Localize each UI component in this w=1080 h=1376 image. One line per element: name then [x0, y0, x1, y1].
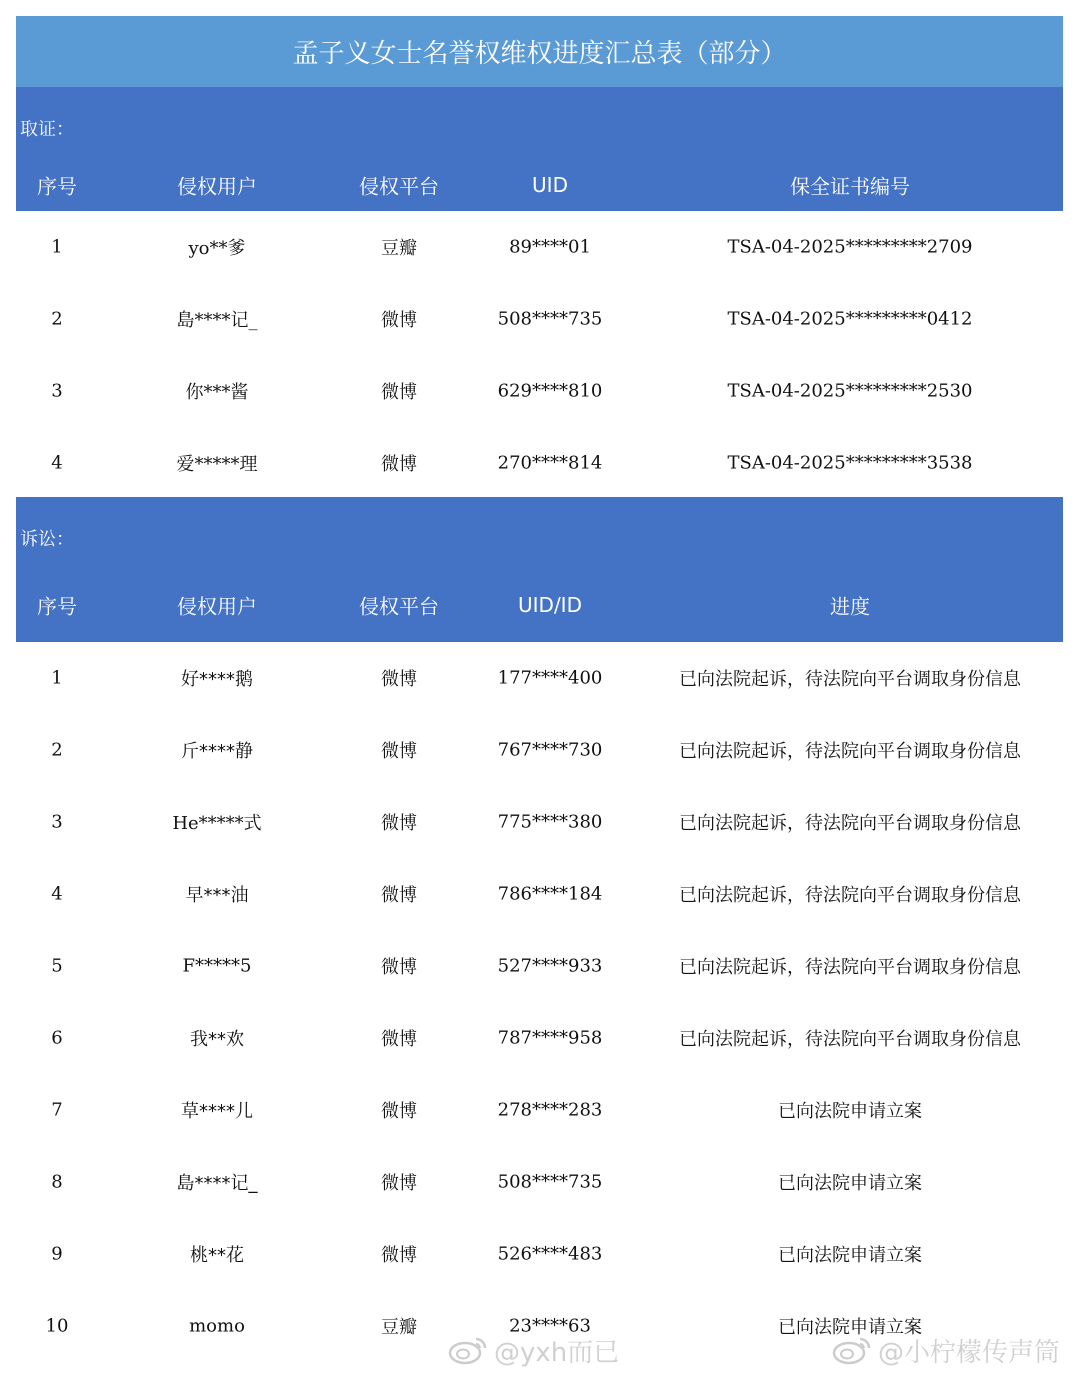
row-platform: 微博 — [381, 1245, 417, 1266]
row-index: 5 — [51, 955, 63, 977]
row-uid: 89****01 — [509, 236, 591, 258]
row-uid: 527****933 — [497, 955, 603, 977]
table-row — [16, 1146, 1063, 1218]
row-user: 我**欢 — [190, 1029, 244, 1050]
row-progress: 已向法院起诉，待法院向平台调取身份信息 — [679, 957, 1021, 978]
row-certificate: TSA-04-2025*********0412 — [727, 308, 973, 330]
litigation-section-label: 诉讼： — [20, 529, 74, 550]
table-row — [16, 283, 1063, 355]
row-index: 4 — [51, 452, 63, 474]
row-user: He*****式 — [172, 813, 262, 834]
table-row — [16, 1218, 1063, 1290]
row-progress: 已向法院起诉，待法院向平台调取身份信息 — [679, 741, 1021, 762]
row-user: 桃**花 — [190, 1245, 244, 1266]
row-index: 6 — [51, 1027, 63, 1049]
row-uid: 526****483 — [497, 1243, 603, 1265]
row-progress: 已向法院起诉，待法院向平台调取身份信息 — [679, 885, 1021, 906]
row-progress: 已向法院申请立案 — [778, 1245, 922, 1266]
row-user: momo — [189, 1315, 245, 1337]
table-row — [16, 1002, 1063, 1074]
row-index: 10 — [45, 1315, 69, 1337]
row-user: 爱*****理 — [176, 454, 258, 475]
table-title: 孟子义女士名誉权维权进度汇总表（部分） — [16, 16, 1063, 87]
col-header-certificate: 保全证书编号 — [790, 174, 910, 199]
row-certificate: TSA-04-2025*********2709 — [727, 236, 973, 258]
row-platform: 微博 — [381, 669, 417, 690]
col-header-user: 侵权用户 — [177, 174, 257, 199]
evidence-table-body — [16, 211, 1063, 499]
watermark-xiaoningmeng — [832, 1330, 1060, 1370]
evidence-section-header — [16, 87, 1063, 211]
col-header-index: 序号 — [37, 594, 77, 619]
row-platform: 豆瓣 — [381, 238, 417, 259]
row-uid: 786****184 — [497, 883, 603, 905]
row-uid: 508****735 — [497, 308, 603, 330]
row-index: 7 — [51, 1099, 63, 1121]
row-platform: 微博 — [381, 1029, 417, 1050]
row-progress: 已向法院起诉，待法院向平台调取身份信息 — [679, 813, 1021, 834]
row-platform: 微博 — [381, 454, 417, 475]
row-progress: 已向法院起诉，待法院向平台调取身份信息 — [679, 1029, 1021, 1050]
row-uid: 23****63 — [509, 1315, 591, 1337]
col-header-platform: 侵权平台 — [359, 594, 439, 619]
table-row — [16, 1074, 1063, 1146]
row-progress: 已向法院起诉，待法院向平台调取身份信息 — [679, 669, 1021, 690]
row-platform: 微博 — [381, 382, 417, 403]
row-index: 2 — [51, 739, 63, 761]
row-index: 2 — [51, 308, 63, 330]
watermark-yxh — [448, 1330, 619, 1370]
row-uid: 787****958 — [497, 1027, 603, 1049]
table-row — [16, 930, 1063, 1002]
col-header-progress: 进度 — [830, 594, 870, 619]
row-platform: 微博 — [381, 957, 417, 978]
table-row — [16, 714, 1063, 786]
col-header-uid: UID — [532, 173, 568, 197]
row-user: 島****记_ — [176, 310, 258, 331]
watermark-xiaoningmeng-text: @小柠檬传声筒 — [878, 1337, 1061, 1368]
watermark-yxh-text: @yxh而已 — [494, 1337, 620, 1368]
row-uid: 270****814 — [497, 452, 603, 474]
row-user: 島****记_ — [176, 1173, 258, 1194]
col-header-index: 序号 — [37, 174, 77, 199]
row-platform: 微博 — [381, 1101, 417, 1122]
weibo-logo-icon — [448, 1335, 488, 1365]
row-user: yo**爹 — [188, 238, 246, 259]
row-uid: 767****730 — [497, 739, 603, 761]
table-row — [16, 355, 1063, 427]
row-uid: 629****810 — [497, 380, 603, 402]
row-user: 早***油 — [185, 885, 249, 906]
row-user: 好****鹅 — [181, 669, 253, 690]
weibo-logo-icon — [832, 1335, 872, 1365]
table-row — [16, 786, 1063, 858]
row-certificate: TSA-04-2025*********3538 — [727, 452, 973, 474]
row-index: 1 — [51, 236, 63, 258]
col-header-uid-id: UID/ID — [518, 593, 582, 617]
row-platform: 微博 — [381, 310, 417, 331]
row-index: 3 — [51, 811, 63, 833]
row-progress: 已向法院申请立案 — [778, 1173, 922, 1194]
row-uid: 177****400 — [497, 667, 603, 689]
row-progress: 已向法院申请立案 — [778, 1101, 922, 1122]
row-user: 草****儿 — [181, 1101, 253, 1122]
row-platform: 微博 — [381, 813, 417, 834]
litigation-section-header — [16, 497, 1063, 642]
row-uid: 775****380 — [497, 811, 603, 833]
table-row — [16, 211, 1063, 283]
table-row — [16, 427, 1063, 499]
litigation-table-body — [16, 642, 1063, 1362]
row-uid: 508****735 — [497, 1171, 603, 1193]
evidence-section-label: 取证： — [20, 119, 74, 140]
row-index: 3 — [51, 380, 63, 402]
col-header-user: 侵权用户 — [177, 594, 257, 619]
row-index: 8 — [51, 1171, 63, 1193]
row-user: 斤****静 — [181, 741, 253, 762]
row-platform: 微博 — [381, 741, 417, 762]
table-row — [16, 642, 1063, 714]
row-user: 你***酱 — [185, 382, 249, 403]
row-certificate: TSA-04-2025*********2530 — [727, 380, 973, 402]
row-index: 9 — [51, 1243, 63, 1265]
row-progress: 已向法院申请立案 — [778, 1317, 922, 1338]
row-platform: 微博 — [381, 885, 417, 906]
row-uid: 278****283 — [497, 1099, 603, 1121]
row-platform: 微博 — [381, 1173, 417, 1194]
table-row — [16, 858, 1063, 930]
row-platform: 豆瓣 — [381, 1317, 417, 1338]
row-index: 1 — [51, 667, 63, 689]
col-header-platform: 侵权平台 — [359, 174, 439, 199]
row-index: 4 — [51, 883, 63, 905]
row-user: F*****5 — [182, 955, 252, 977]
